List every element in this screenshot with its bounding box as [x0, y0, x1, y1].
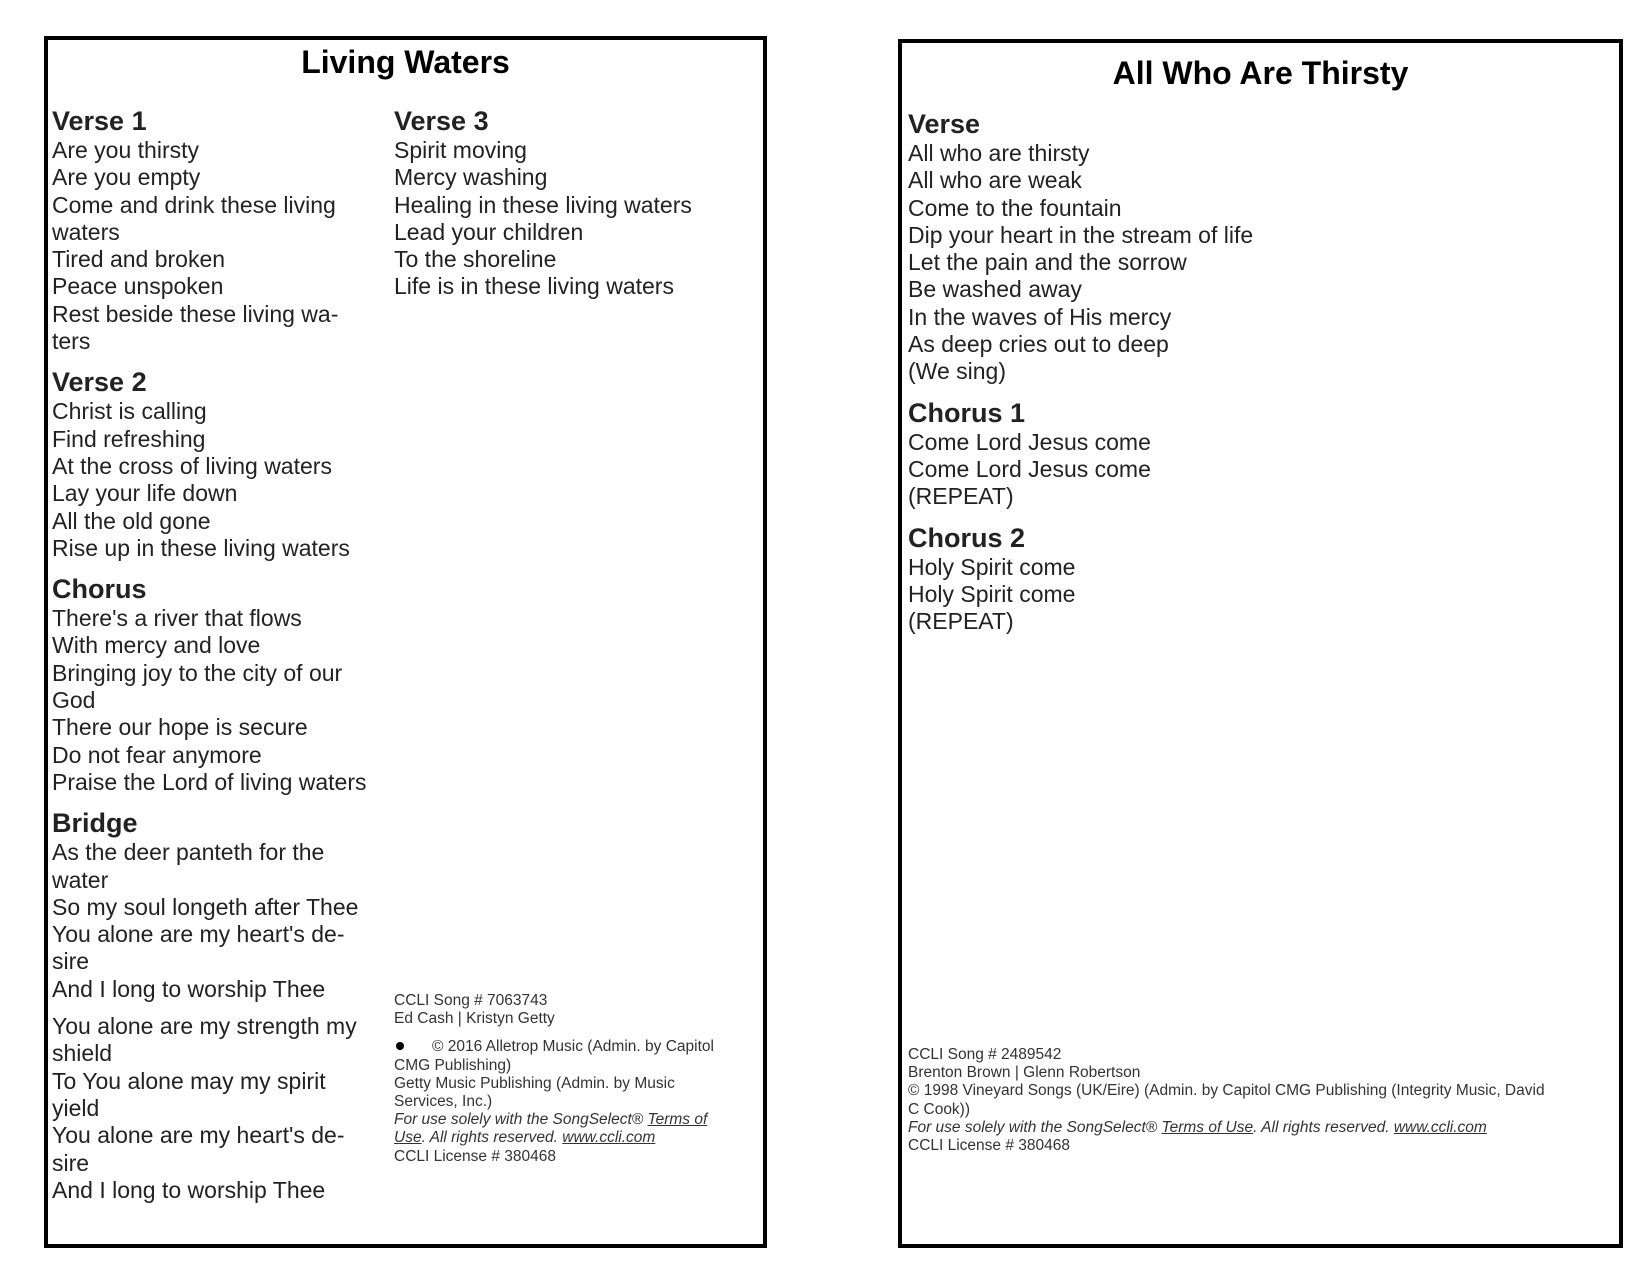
- section-heading: Verse: [908, 109, 981, 139]
- verse-1: [52, 106, 392, 355]
- ccli-site-link[interactable]: www.ccli.com: [1393, 1118, 1487, 1136]
- lyric-line: All who are thirsty: [908, 140, 1090, 166]
- lyric-line: sire: [52, 948, 90, 975]
- lyric-line: God: [52, 687, 96, 714]
- lyric-line: ters: [52, 328, 91, 355]
- lyric-line: So my soul longeth after Thee: [52, 893, 359, 920]
- lyric-line: waters: [52, 218, 120, 245]
- lyric-line: All the old gone: [52, 507, 211, 534]
- lyric-line: And I long to worship Thee: [52, 975, 326, 1002]
- lyric-line: And I long to worship Thee: [52, 1176, 326, 1203]
- lyric-line: Lay your life down: [52, 480, 238, 507]
- lyric-line: With mercy and love: [52, 632, 261, 659]
- lyric-line: yield: [52, 1094, 100, 1121]
- bullet-icon: [396, 1042, 404, 1050]
- lyric-line: Peace unspoken: [52, 273, 224, 300]
- lyric-line: Healing in these living waters: [394, 191, 692, 218]
- ccli-credits: [394, 992, 734, 1166]
- song-title: All Who Are Thirsty: [1112, 55, 1409, 91]
- verse-2: [52, 367, 392, 562]
- lyric-line: Come Lord Jesus come: [908, 428, 1151, 455]
- usage-note: For use solely with the SongSelect® Terms of: [394, 1111, 708, 1129]
- lyric-line: You alone are my strength my: [52, 1013, 357, 1040]
- lyric-line: Tired and broken: [52, 246, 226, 273]
- lyric-line: There our hope is secure: [52, 714, 308, 741]
- copyright-line: © 1998 Vineyard Songs (UK/Eire) (Admin. by Capitol CMG Publishing (Integrity Music, David: [908, 1082, 1545, 1100]
- lyric-line: (REPEAT): [908, 608, 1014, 635]
- lyric-line: shield: [52, 1040, 113, 1067]
- copyright-line: Services, Inc.): [394, 1093, 493, 1111]
- terms-of-use-link[interactable]: Use: [394, 1129, 422, 1147]
- lyric-line: Mercy washing: [394, 164, 548, 191]
- lyric-line: Come to the fountain: [908, 194, 1122, 221]
- song-title: Living Waters: [301, 44, 510, 80]
- lyric-line: Are you thirsty: [52, 137, 199, 163]
- chorus-2: [908, 523, 1608, 636]
- section-heading: Chorus 2: [908, 522, 1026, 553]
- lyric-line: Come and drink these living: [52, 191, 336, 218]
- lyric-line: Bringing joy to the city of our: [52, 659, 343, 686]
- copyright-line: © 2016 Alletrop Music (Admin. by Capitol: [394, 1038, 734, 1056]
- bridge: [52, 808, 392, 1204]
- lyric-line: To the shoreline: [394, 246, 557, 273]
- chorus: [52, 574, 392, 796]
- lyric-line: There's a river that flows: [52, 605, 302, 632]
- lyric-line: sire: [52, 1149, 90, 1176]
- lyric-line: Life is in these living waters: [394, 273, 674, 300]
- usage-note: Use. All rights reserved. www.ccli.com: [394, 1129, 656, 1147]
- section-heading: Verse 3: [394, 106, 489, 136]
- license-number: CCLI License # 380468: [908, 1137, 1071, 1155]
- usage-note: For use solely with the SongSelect® Terms of Use. All rights reserved. www.ccli.com: [908, 1118, 1487, 1136]
- lyric-line: At the cross of living waters: [52, 452, 332, 479]
- lyric-line: Do not fear anymore: [52, 741, 262, 768]
- lyrics-column-right: [394, 106, 734, 301]
- section-heading: Verse 1: [52, 106, 147, 136]
- song-sheet-all-who-are-thirsty: [898, 39, 1623, 1248]
- lyric-line: Holy Spirit come: [908, 553, 1076, 580]
- lyric-line: Praise the Lord of living waters: [52, 768, 367, 795]
- ccli-credits: [908, 1046, 1613, 1155]
- lyric-line: To You alone may my spirit: [52, 1067, 326, 1094]
- authors: Ed Cash | Kristyn Getty: [394, 1010, 555, 1028]
- lyric-line: As the deer panteth for the: [52, 839, 325, 866]
- section-heading: Verse 2: [52, 367, 147, 398]
- lyric-line: Are you empty: [52, 164, 201, 191]
- lyric-line: Come Lord Jesus come: [908, 455, 1151, 482]
- lyric-line: Let the pain and the sorrow: [908, 249, 1187, 276]
- lyric-line: All who are weak: [908, 167, 1082, 194]
- lyric-line: (REPEAT): [908, 483, 1014, 510]
- verse: [908, 109, 1608, 386]
- copyright-line: CMG Publishing): [394, 1056, 512, 1074]
- copyright-line: C Cook)): [908, 1100, 971, 1118]
- section-heading: Chorus: [52, 574, 147, 605]
- lyric-line: Find refreshing: [52, 425, 206, 452]
- song-number: CCLI Song # 7063743: [394, 992, 548, 1009]
- lyric-line: Be washed away: [908, 276, 1082, 303]
- lyrics-column: [908, 109, 1608, 635]
- lyric-line: Rest beside these living wa-: [52, 300, 339, 327]
- section-heading: Bridge: [52, 808, 138, 839]
- song-sheet-living-waters: [44, 36, 767, 1248]
- ccli-site-link[interactable]: www.ccli.com: [562, 1129, 656, 1147]
- lyric-line: Christ is calling: [52, 398, 207, 425]
- terms-of-use-link[interactable]: Terms of Use: [1161, 1118, 1254, 1136]
- lyric-line: (We sing): [908, 358, 1006, 385]
- authors: Brenton Brown | Glenn Robertson: [908, 1064, 1141, 1082]
- copyright-line: Getty Music Publishing (Admin. by Music: [394, 1074, 675, 1092]
- lyric-line: You alone are my heart's de-: [52, 1122, 345, 1149]
- lyric-line: As deep cries out to deep: [908, 331, 1169, 358]
- lyric-line: Holy Spirit come: [908, 580, 1076, 607]
- lyric-line: Rise up in these living waters: [52, 534, 350, 561]
- lyric-line: Lead your children: [394, 218, 584, 245]
- lyric-line: You alone are my heart's de-: [52, 921, 345, 948]
- chorus-1: [908, 398, 1608, 511]
- license-number: CCLI License # 380468: [394, 1147, 557, 1165]
- terms-of-use-link[interactable]: Terms of: [647, 1111, 708, 1129]
- lyrics-column-left: [52, 106, 392, 1204]
- lyric-line: water: [52, 866, 109, 893]
- song-number: CCLI Song # 2489542: [908, 1046, 1062, 1063]
- lyric-line: Spirit moving: [394, 137, 527, 163]
- section-heading: Chorus 1: [908, 397, 1026, 428]
- verse-3: [394, 106, 734, 301]
- lyric-line: In the waves of His mercy: [908, 303, 1172, 330]
- lyric-line: Dip your heart in the stream of life: [908, 221, 1254, 248]
